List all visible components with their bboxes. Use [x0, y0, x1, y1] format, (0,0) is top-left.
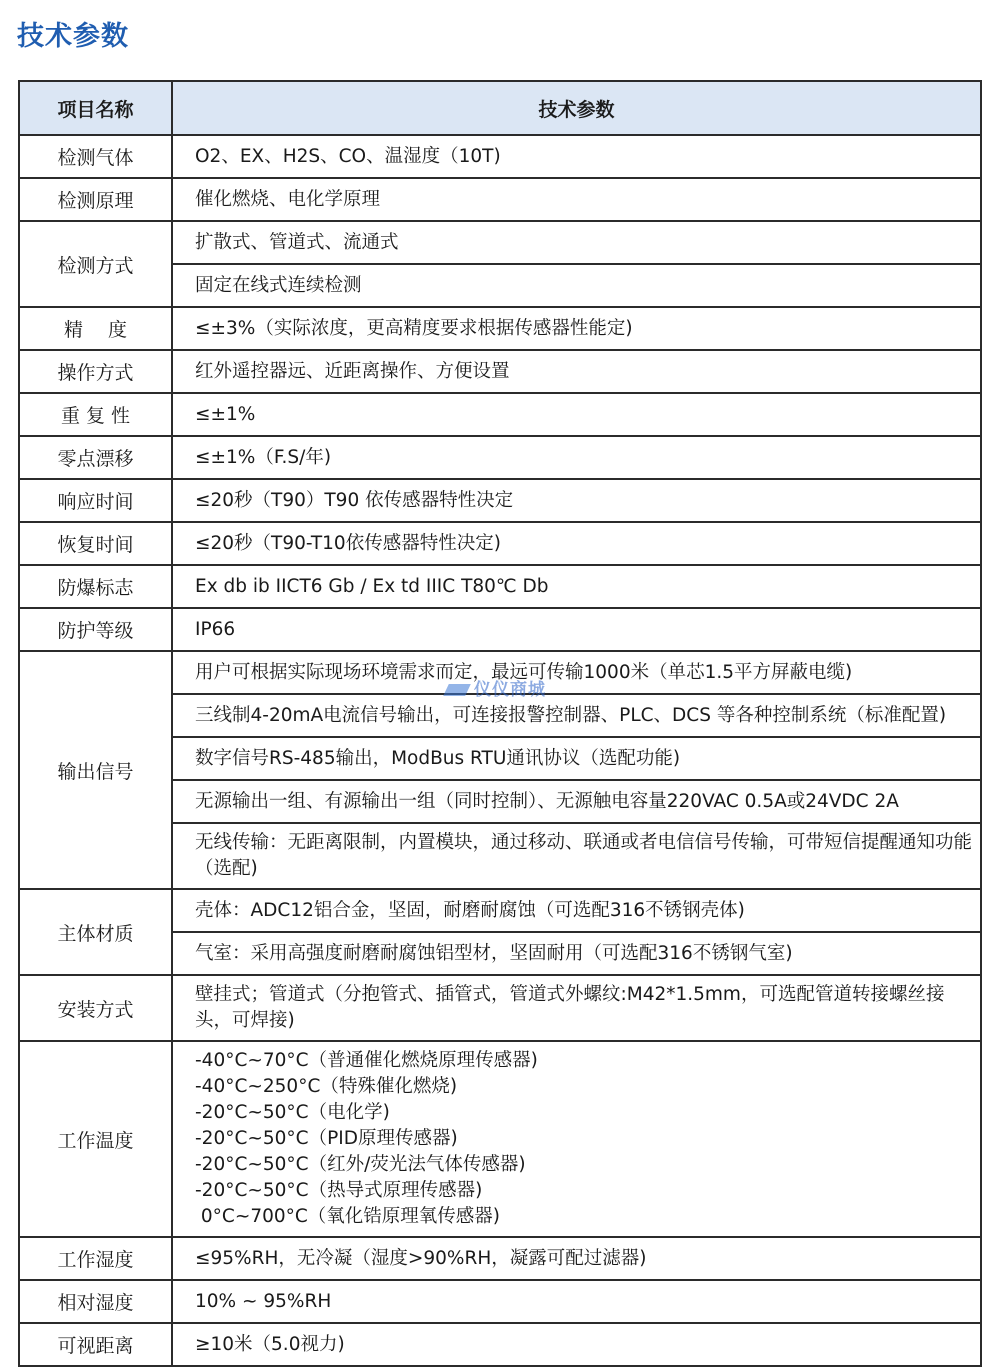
- table-header-row: [19, 81, 981, 135]
- row-value: 10% ~ 95%RH: [172, 1280, 981, 1323]
- table-row: [19, 135, 981, 178]
- table-row: [19, 1237, 981, 1280]
- row-value: 壁挂式；管道式（分抱管式、插管式，管道式外螺纹:M42*1.5mm，可选配管道转接螺丝接头，可焊接): [172, 975, 981, 1041]
- row-value: 无线传输：无距离限制，内置模块，通过移动、联通或者电信信号传输，可带短信提醒通知功能（选配): [172, 823, 981, 889]
- temp-line: -20°C~50°C（红外/荧光法气体传感器): [195, 1154, 526, 1175]
- row-value: 三线制4-20mA电流信号输出，可连接报警控制器、PLC、DCS 等各种控制系统（标准配置): [172, 694, 981, 737]
- row-name: 响应时间: [19, 479, 172, 522]
- watermark-text: 仪仪商城: [474, 680, 546, 700]
- table-row: [19, 608, 981, 651]
- table-row: [19, 479, 981, 522]
- row-value: ≤±3%（实际浓度，更高精度要求根据传感器性能定): [172, 307, 981, 350]
- temp-line: 0°C~700°C（氧化锆原理氧传感器): [195, 1206, 501, 1227]
- row-value: ≤20秒（T90）T90 依传感器特性决定: [172, 479, 981, 522]
- table-row: [19, 307, 981, 350]
- row-value: 壳体：ADC12铝合金，坚固，耐磨耐腐蚀（可选配316不锈钢壳体): [172, 889, 981, 932]
- row-value: 红外遥控器远、近距离操作、方便设置: [172, 350, 981, 393]
- row-name: 重 复 性: [19, 393, 172, 436]
- table-row: [19, 350, 981, 393]
- temp-line: -40°C~250°C（特殊催化燃烧): [195, 1076, 458, 1097]
- row-value: 扩散式、管道式、流通式: [172, 221, 981, 264]
- row-name: 操作方式: [19, 350, 172, 393]
- row-name: 主体材质: [19, 889, 172, 975]
- table-row: [19, 565, 981, 608]
- table-row: [19, 1323, 981, 1366]
- row-name: 防护等级: [19, 608, 172, 651]
- row-name: 检测原理: [19, 178, 172, 221]
- row-value: O2、EX、H2S、CO、温湿度（10T): [172, 135, 981, 178]
- table-row: [19, 1041, 981, 1237]
- page-title: 技术参数: [17, 21, 129, 52]
- watermark: [446, 675, 546, 700]
- temp-line: -20°C~50°C（热导式原理传感器): [195, 1180, 483, 1201]
- table-row: [19, 393, 981, 436]
- row-name: 输出信号: [19, 651, 172, 889]
- row-value: 无源输出一组、有源输出一组（同时控制）、无源触电容量220VAC 0.5A或24VDC 2A: [172, 780, 981, 823]
- row-value: IP66: [172, 608, 981, 651]
- row-value: Ex db ib IICT6 Gb / Ex td IIIC T80℃ Db: [172, 565, 981, 608]
- row-value: 用户可根据实际现场环境需求而定，最远可传输1000米（单芯1.5平方屏蔽电缆): [172, 651, 981, 694]
- row-value: ≤95%RH，无冷凝（湿度>90%RH，凝露可配过滤器): [172, 1237, 981, 1280]
- row-name: 恢复时间: [19, 522, 172, 565]
- table-row: [19, 221, 981, 264]
- row-name: 相对湿度: [19, 1280, 172, 1323]
- header-item-name: 项目名称: [19, 81, 172, 135]
- row-name: 零点漂移: [19, 436, 172, 479]
- row-name: 精 度: [19, 307, 172, 350]
- table-row: [19, 178, 981, 221]
- row-value: ≥10米（5.0视力): [172, 1323, 981, 1366]
- row-name: 检测方式: [19, 221, 172, 307]
- table-row: [19, 436, 981, 479]
- row-name: 防爆标志: [19, 565, 172, 608]
- row-value: 固定在线式连续检测: [172, 264, 981, 307]
- row-name: 安装方式: [19, 975, 172, 1041]
- row-value: ≤20秒（T90-T10依传感器特性决定): [172, 522, 981, 565]
- row-name: 可视距离: [19, 1323, 172, 1366]
- row-value-list: [172, 1041, 981, 1237]
- row-value: 数字信号RS-485输出，ModBus RTU通讯协议（选配功能): [172, 737, 981, 780]
- header-spec: 技术参数: [172, 81, 981, 135]
- temp-line: -20°C~50°C（电化学): [195, 1102, 390, 1123]
- watermark-logo-icon: [443, 684, 471, 696]
- table-row: [19, 975, 981, 1041]
- row-value: ≤±1%（F.S/年): [172, 436, 981, 479]
- table-row: [19, 522, 981, 565]
- temp-line: -40°C~70°C（普通催化燃烧原理传感器): [195, 1050, 538, 1071]
- table-row: [19, 1280, 981, 1323]
- temp-line: -20°C~50°C（PID原理传感器): [195, 1128, 458, 1149]
- row-value: 催化燃烧、电化学原理: [172, 178, 981, 221]
- row-name: 工作温度: [19, 1041, 172, 1237]
- row-name: 检测气体: [19, 135, 172, 178]
- row-name: 工作湿度: [19, 1237, 172, 1280]
- row-value: ≤±1%: [172, 393, 981, 436]
- table-row: [19, 889, 981, 932]
- row-value: 气室：采用高强度耐磨耐腐蚀铝型材，坚固耐用（可选配316不锈钢气室): [172, 932, 981, 975]
- spec-table: [18, 80, 982, 1367]
